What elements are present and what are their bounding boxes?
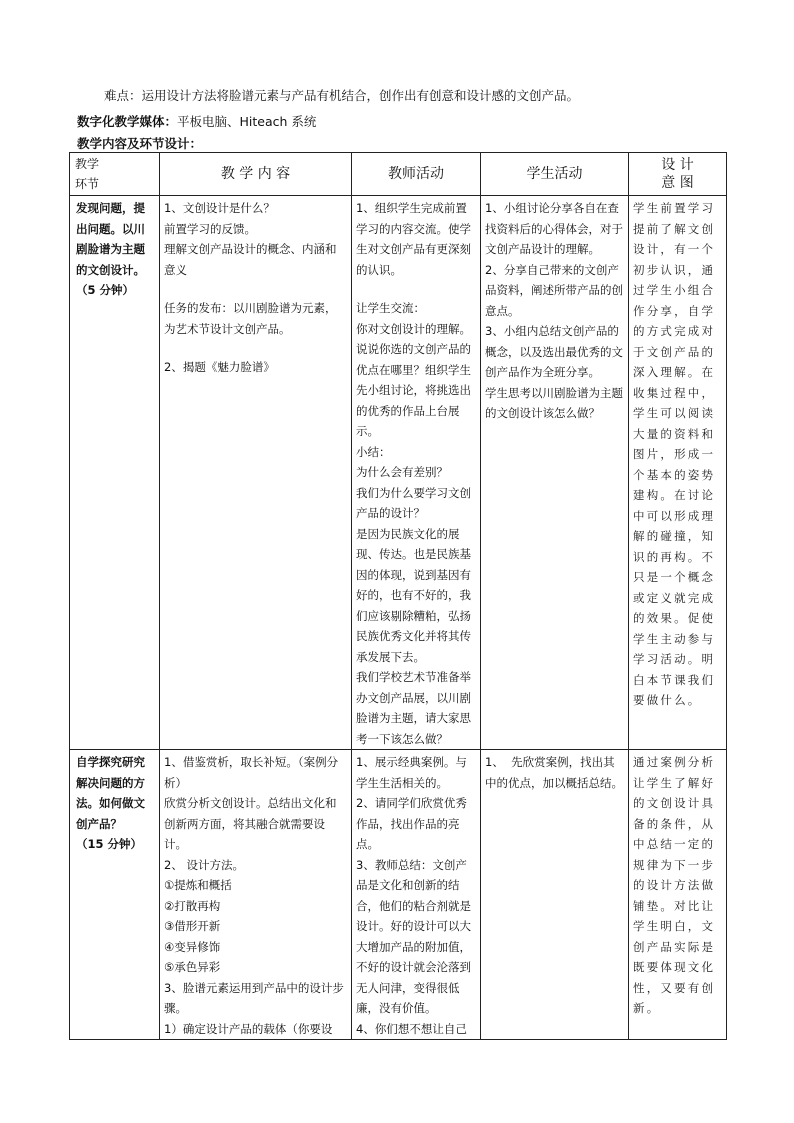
content-line: ⑤承色异彩 [164, 960, 221, 974]
stage-duration: （15 分钟） [76, 837, 143, 851]
content-line: 1、文创设计是什么？ [164, 201, 275, 215]
media-line [77, 112, 316, 130]
content-line: 1、借鉴赏析，取长补短。（案例分析） [164, 755, 339, 790]
teacher-line: 2、请同学们欣赏优秀作品，找出作品的亮点。 [356, 796, 467, 851]
content-line: 3、脸谱元素运用到产品中的设计步骤。 [164, 980, 344, 1015]
table-row [70, 196, 727, 750]
student-line: 3、小组内总结文创产品的概念，以及选出最优秀的文创产品作为全班分享。 [485, 324, 623, 379]
content-line: 2、揭题《魅力脸谱》 [164, 360, 275, 374]
content-cell [160, 750, 352, 1040]
lesson-table [69, 152, 727, 1040]
header-stage-line1: 教学 [75, 157, 100, 171]
content-line: 理解文创产品设计的概念、内涵和意义 [164, 242, 337, 277]
student-line: 1、小组讨论分享各自在查找资料后的心得体会，对于文创产品设计的理解。 [485, 201, 623, 256]
teacher-line: 是因为民族文化的展现、传达。也是民族基因的体现，说到基因有好的，也有不好的，我们应该剔除糟粕，弘扬民族优秀文化并将其传承发展下去。 [356, 526, 471, 664]
design-cell [629, 750, 727, 1040]
teacher-line: 1、组织学生完成前置学习的内容交流。使学生对文创产品有更深刻的认识。 [356, 201, 471, 277]
teacher-line: 1、展示经典案例。与学生生活相关的。 [356, 755, 467, 790]
content-line: 欣赏分析文创设计。总结出文化和创新两方面，将其融合就需要设计。 [164, 796, 337, 851]
media-value: 平板电脑、Hiteach 系统 [177, 114, 317, 129]
content-line: 前置学习的反馈。 [164, 221, 256, 236]
content-line: ③借形开新 [164, 919, 221, 933]
header-student: 学生活动 [481, 153, 629, 196]
media-label: 数字化教学媒体： [77, 114, 178, 129]
content-line: ①提炼和概括 [164, 878, 232, 892]
design-text: 通过案例分析让学生了解好的文创设计具备的条件，从中总结一定的规律为下一步的设计方法做铺垫。对比让学生明白，文创产品实际是既要体现文化性，又要有创新。 [633, 755, 716, 1015]
student-cell [481, 196, 629, 750]
stage-cell [70, 196, 160, 750]
content-line: ④变异修饰 [164, 939, 221, 954]
header-design-line1: 设 计 [661, 157, 694, 173]
content-line: ②打散再构 [164, 898, 221, 913]
difficulty-line: 难点：运用设计方法将脸谱元素与产品有机结合，创作出有创意和设计感的文创产品。 [104, 88, 580, 103]
teacher-cell [352, 750, 481, 1040]
teacher-line: 小结： [356, 444, 391, 459]
student-line: 学生思考以川剧脸谱为主题的文创设计该怎么做？ [485, 385, 623, 420]
teacher-cell [352, 196, 481, 750]
design-cell [629, 196, 727, 750]
spacer [164, 280, 347, 298]
student-line: 1、 先欣赏案例，找出其中的优点，加以概括总结。 [485, 755, 623, 790]
content-line: 任务的发布：以川剧脸谱为元素，为艺术节设计文创产品。 [164, 301, 337, 336]
table-row [70, 750, 727, 1040]
teacher-line: 我们学校艺术节准备举办文创产品展，以川剧脸谱为主题，请大家思考一下该怎么做？ [356, 670, 471, 746]
teacher-line: 我们为什么要学习文创产品的设计？ [356, 485, 471, 520]
teacher-line: 3、教师总结：文创产品是文化和创新的结合，他们的粘合剂就是设计。好的设计可以大大增加产品的附加值，不好的设计就会沦落到无人问津，变得很低廉，没有价值。 [356, 857, 471, 1015]
section-title: 教学内容及环节设计： [77, 136, 203, 151]
student-line: 2、分享自己带来的文创产品资料，阐述所带产品的创意点。 [485, 262, 623, 318]
stage-cell [70, 750, 160, 1040]
teacher-line: 你对文创设计的理解。说说你选的文创产品的优点在哪里？组织学生先小组讨论，将挑选出的优秀的作品上台展示。 [356, 321, 471, 438]
stage-title: 发现问题，提出问题。以川剧脸谱为主题的文创设计。 [76, 201, 145, 277]
content-line: 2、 设计方法。 [164, 857, 244, 872]
teacher-line: 让学生交流： [356, 301, 425, 315]
header-stage [70, 153, 160, 196]
stage-duration: （5 分钟） [76, 283, 135, 297]
header-teacher: 教师活动 [352, 153, 481, 196]
design-text: 学生前置学习提前了解文创设计，有一个初步认识，通过学生小组合作分享，自学的方式完成对于文创产品的深入理解。在收集过程中，学生可以阅读大量的资料和图片，形成一个基本的姿势建构。在讨论中可以形成理解的碰撞，知识的再构。不只是一个概念或定义就完成的效果。促使学生主动参与学习活动。明白本节课我们要做什么。 [633, 201, 716, 707]
header-content: 教 学 内 容 [160, 153, 352, 196]
stage-title: 自学探究研究解决问题的方法。如何做文创产品？ [76, 755, 145, 831]
header-stage-line2: 环节 [75, 177, 100, 191]
teacher-line: 为什么会有差别？ [356, 465, 448, 479]
table-header-row [70, 153, 727, 196]
header-design-line2: 意 图 [661, 175, 694, 191]
teacher-line: 4、你们想不想让自己 [356, 1021, 467, 1036]
student-cell [481, 750, 629, 1040]
content-cell [160, 196, 352, 750]
content-line: 1）确定设计产品的载体（你要设 [164, 1021, 333, 1036]
header-design [629, 153, 727, 196]
spacer [164, 339, 347, 357]
spacer [356, 280, 476, 298]
